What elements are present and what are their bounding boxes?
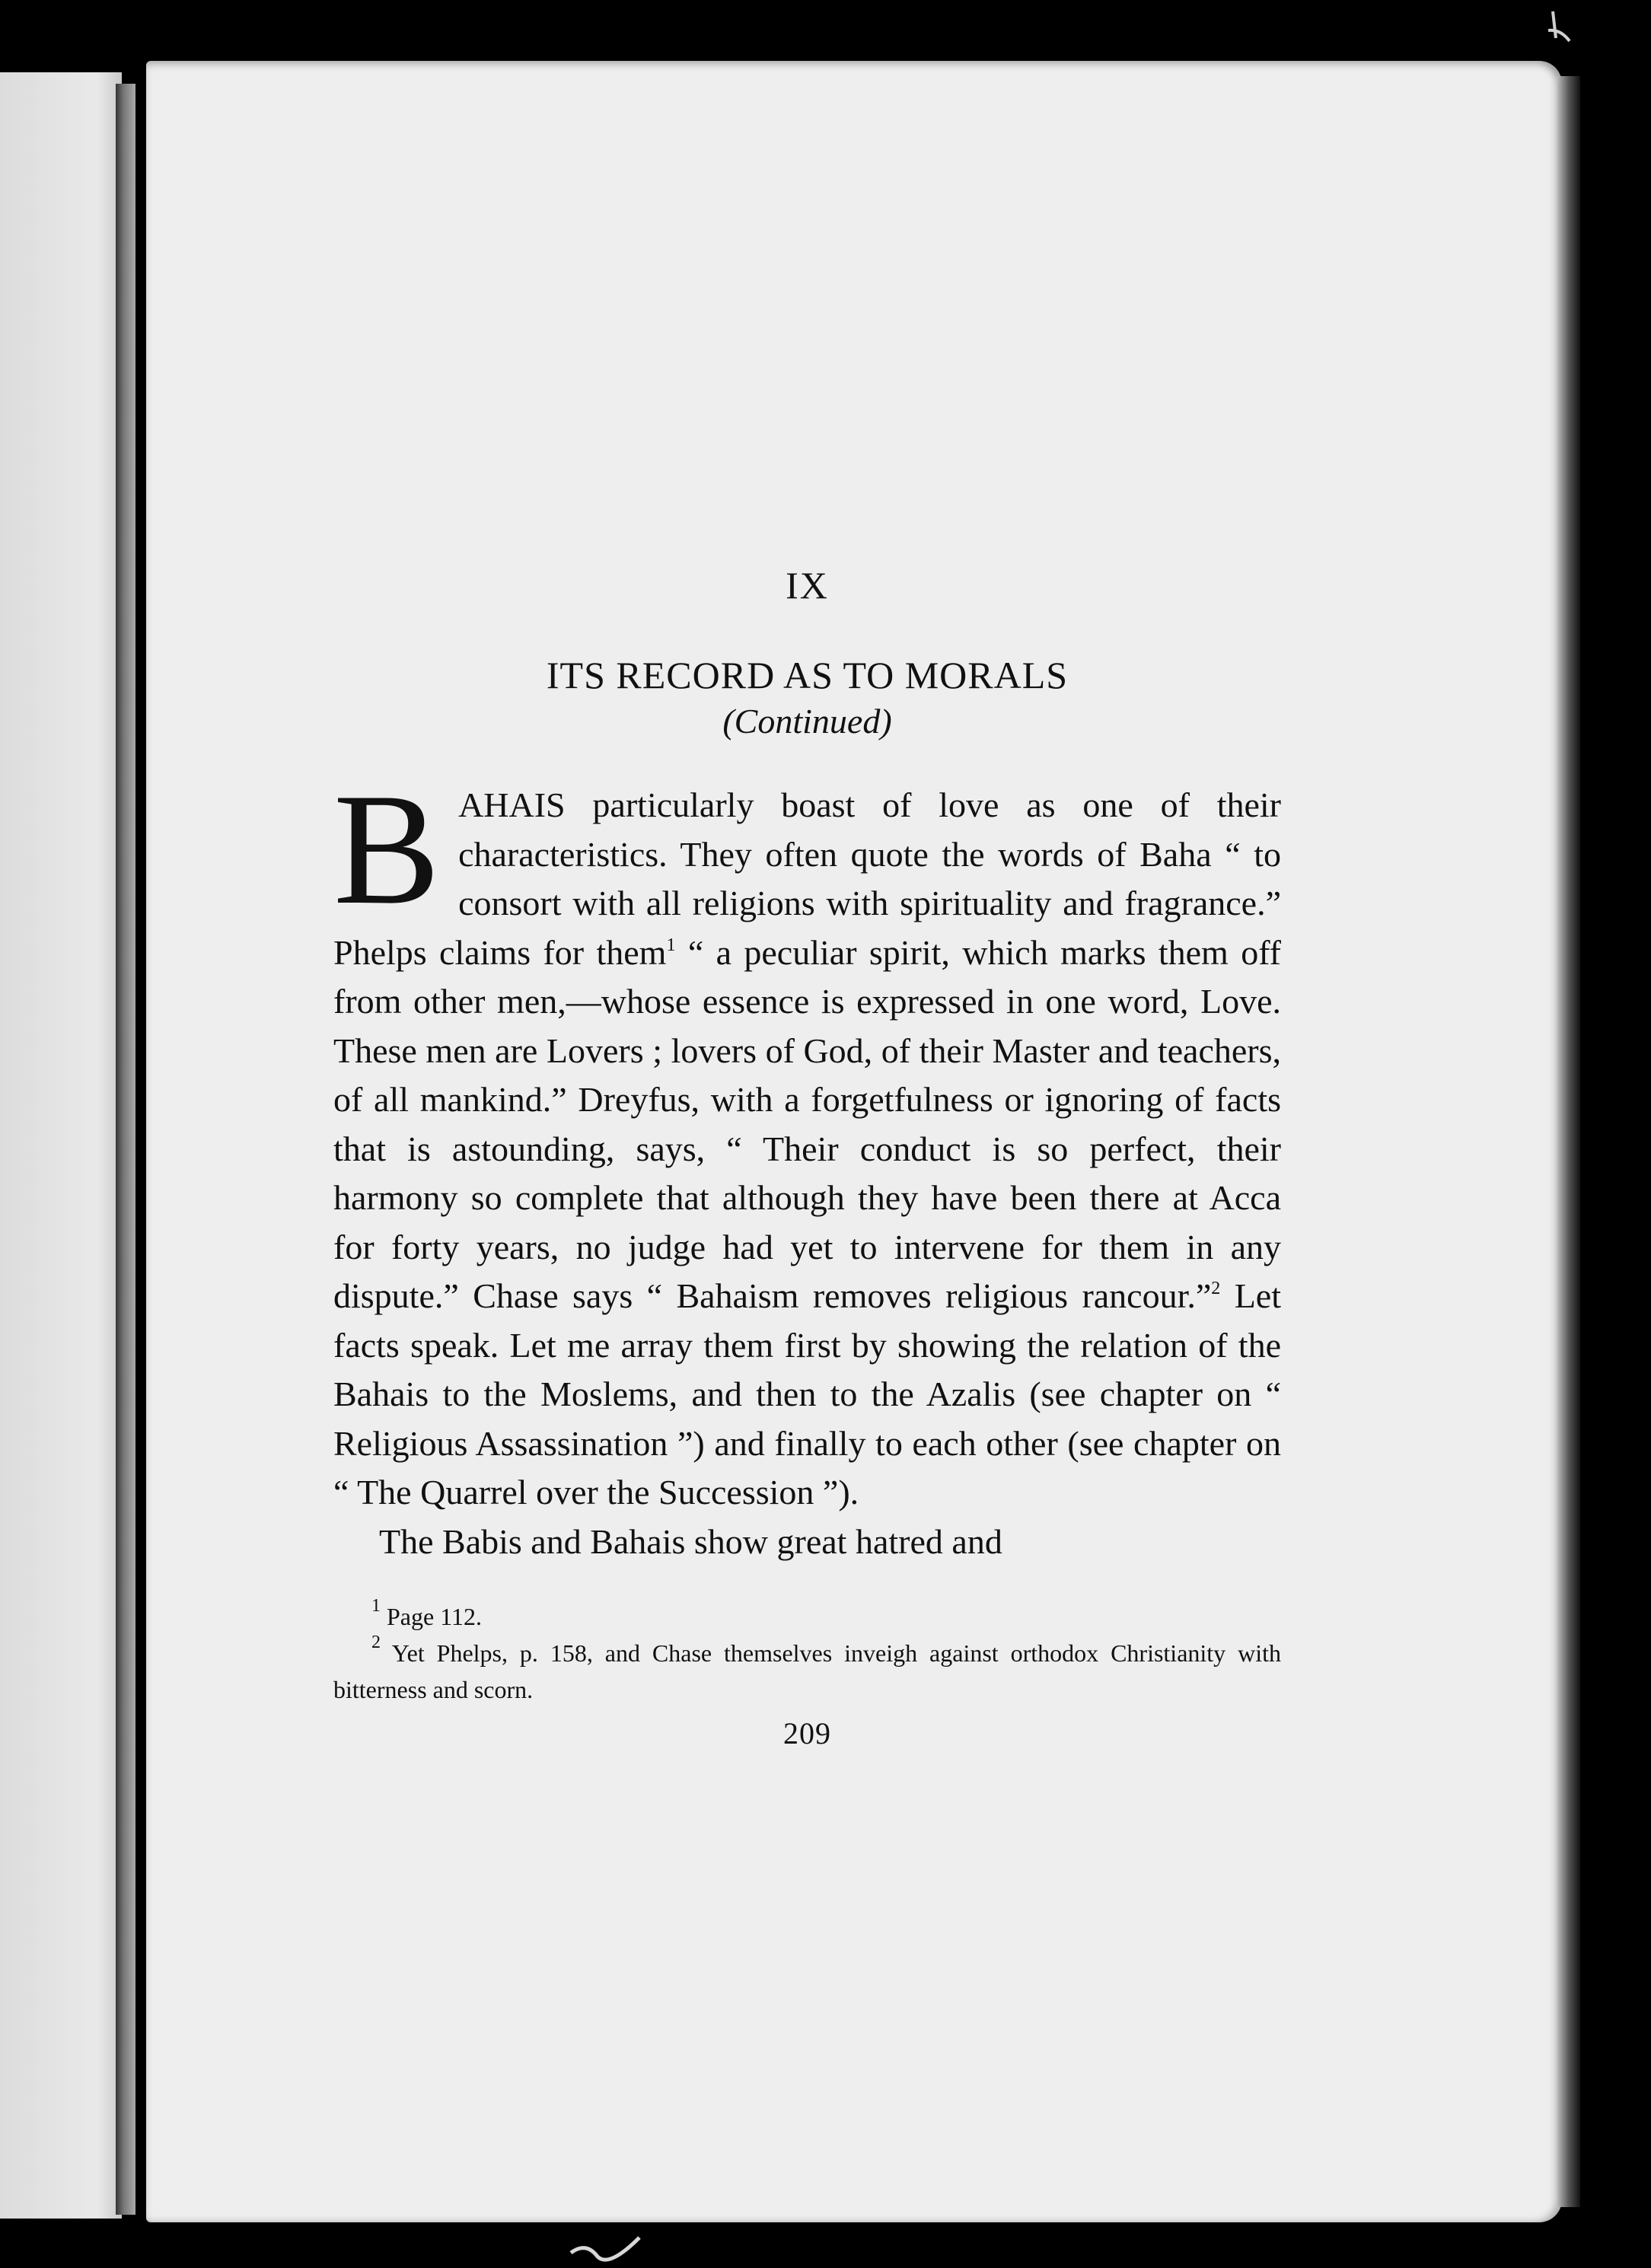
paragraph-1-text-a: AHAIS particularly boast of love as one of their characteristics. They often quote the words of Baha “ to consort with all religions with spirituality and fragrance.” Phelps claims for them: [333, 785, 1281, 972]
footnotes: [333, 1598, 1281, 1708]
footnote-marker-2: 2: [371, 1633, 381, 1652]
chapter-subtitle: (Continued): [722, 702, 892, 741]
drop-cap: B: [333, 761, 441, 938]
binding-shadow: [116, 84, 135, 2215]
footnote-ref-1: 1: [666, 935, 676, 955]
footnote-marker-1: 1: [371, 1596, 381, 1616]
page-number: 209: [783, 1716, 831, 1750]
paragraph-1-text-b: “ a peculiar spirit, which marks them off from other men,—whose essence is expressed in one word, Love. These men are Lovers ; lovers of God, of their Master and teachers, of all mankind.” Dreyfus, with a forgetfulness or ignoring of facts that is astounding, says, “ Their conduct is so perfect, their harmony so complete that although they have been there at Acca for forty years, no judge had yet to intervene for them in any dispute.” Chase says “ Bahaism removes religious rancour.”: [333, 932, 1281, 1315]
facing-page-edge: [0, 72, 122, 2219]
footnote-2: [333, 1635, 1281, 1708]
page-right-edge: [1557, 76, 1580, 2207]
paragraph-2: The Babis and Bahais show great hatred and: [379, 1521, 1002, 1561]
pencil-mark-bottom: [563, 2234, 647, 2268]
page-content: [333, 563, 1281, 1751]
footnote-1: [333, 1598, 1281, 1635]
paragraph-1: [333, 761, 1281, 1518]
pencil-mark-top: [1530, 8, 1583, 61]
footnote-1-text: Page 112.: [381, 1603, 483, 1630]
chapter-number: IX: [786, 564, 829, 607]
footnote-ref-2: 2: [1211, 1279, 1221, 1298]
paragraph-1-text-c: Let facts speak. Let me array them first by showing the relation of the Bahais to the Moslems, and then to the Azalis (see chapter on “ Religious Assassination ”) and finally to each other (see chapter on “ The Quarrel over the Succession ”).: [333, 1276, 1281, 1511]
chapter-title: ITS RECORD AS TO MORALS: [546, 654, 1069, 696]
footnote-2-text: Yet Phelps, p. 158, and Chase themselves inveigh against orthodox Christianity with bitterness and scorn.: [333, 1639, 1281, 1703]
